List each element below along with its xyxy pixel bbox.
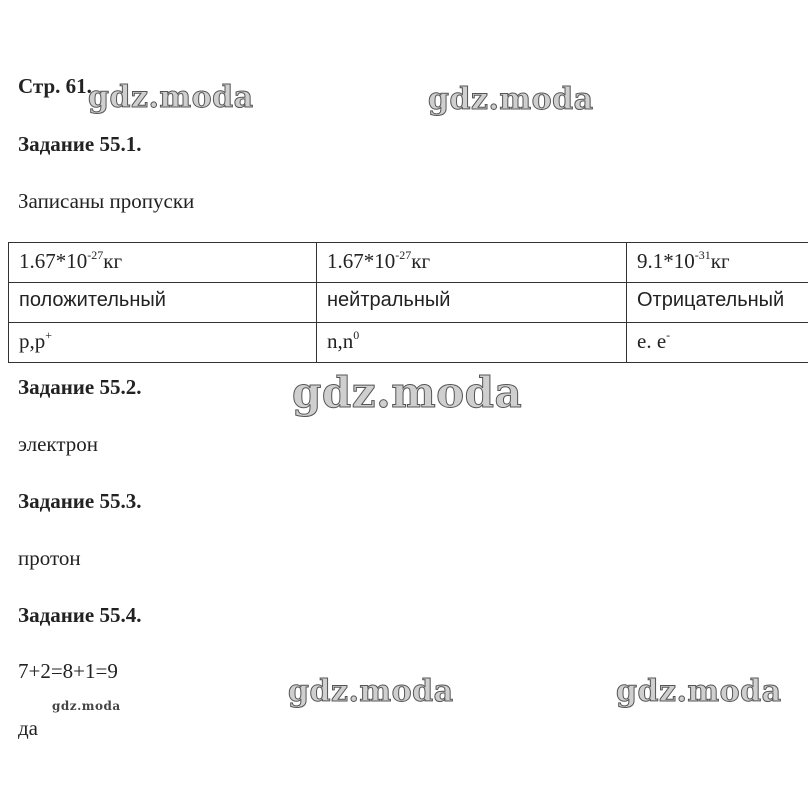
- task-55-4-answer: да: [18, 716, 39, 740]
- task-55-3-text: протон: [18, 546, 81, 570]
- task-55-4-heading: Задание 55.4.: [18, 603, 142, 627]
- watermark: gdz.moda: [616, 674, 782, 709]
- table-cell: положительный: [9, 283, 317, 323]
- table-cell: Отрицательный: [627, 283, 808, 323]
- table-cell: $n,n^0$: [317, 323, 627, 363]
- table-row: [9, 243, 808, 283]
- task-55-2-heading: Задание 55.2.: [18, 375, 142, 399]
- table-cell: нейтральный: [317, 283, 627, 323]
- table-cell: $9.1*10^{-31}кг$: [627, 243, 808, 283]
- watermark: gdz.moda: [292, 368, 523, 417]
- table-cell: p,p+: [9, 323, 317, 363]
- answers-table: [8, 242, 808, 363]
- watermark: gdz.moda: [288, 674, 454, 709]
- table-cell: $1.67*10^{-27}кг$: [317, 243, 627, 283]
- table-row: [9, 323, 808, 363]
- task-55-2-text: электрон: [18, 432, 99, 456]
- task-55-4-text: 7+2=8+1=9: [18, 659, 118, 683]
- table-row: [9, 283, 808, 323]
- task-55-1-heading: Задание 55.1.: [18, 132, 142, 156]
- table-cell: e. e-: [627, 323, 808, 363]
- task-55-3-heading: Задание 55.3.: [18, 489, 142, 513]
- task-55-1-text: Записаны пропуски: [18, 189, 195, 213]
- watermark: gdz.moda: [52, 699, 121, 713]
- table-cell: $1.67*10^{-27}кг$: [9, 243, 317, 283]
- page-title: Стр. 61.: [18, 74, 92, 98]
- watermark: gdz.moda: [428, 82, 594, 117]
- watermark: gdz.moda: [88, 80, 254, 115]
